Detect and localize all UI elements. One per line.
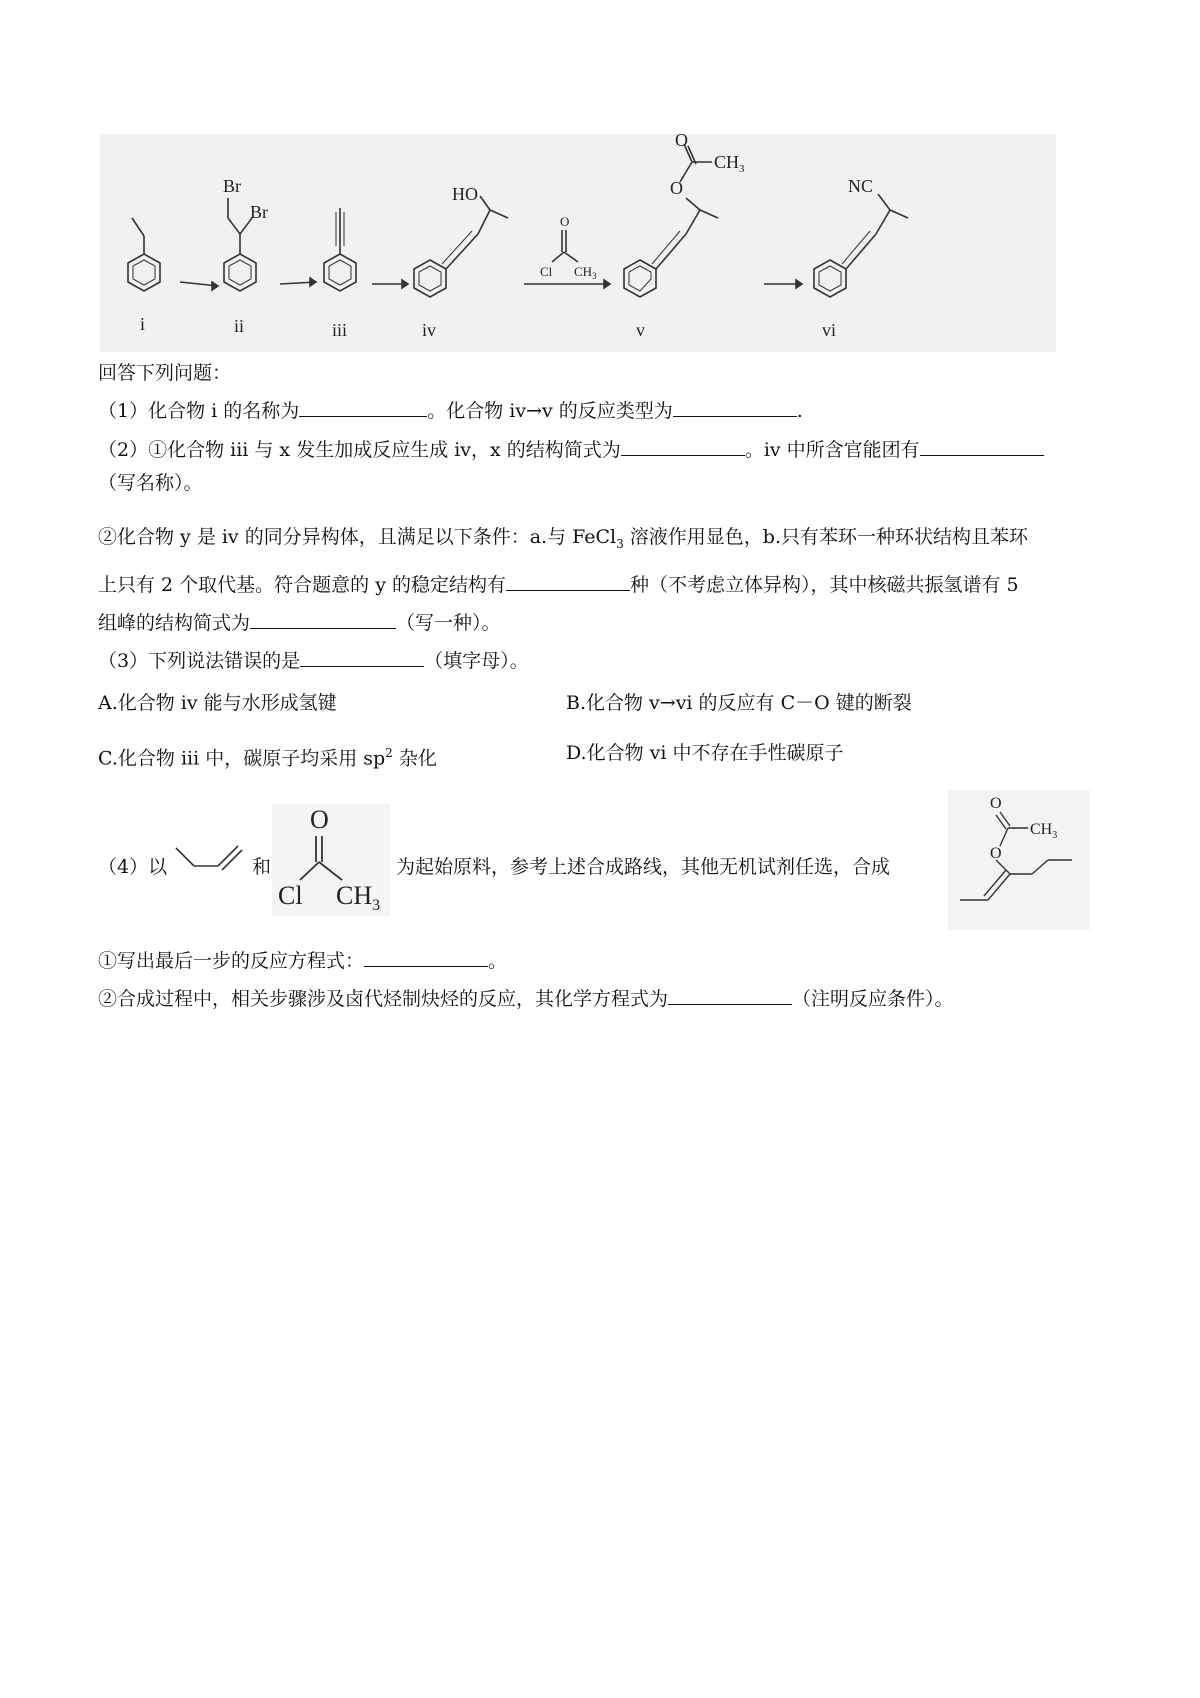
q2-line5-a: 组峰的结构简式为	[98, 612, 251, 634]
label-iv: iv	[422, 320, 437, 340]
q2-line1-a: （2）①化合物 iii 与 x 发生加成反应生成 iv，x 的结构简式为	[98, 439, 621, 461]
q4-sub1-b: 。	[488, 950, 508, 972]
q2-sub2-a: ②化合物 y 是 iv 的同分异构体，且满足以下条件：a.与 FeCl	[98, 526, 617, 548]
q4-sub-2	[98, 986, 954, 1012]
q1-part1: （1）化合物 i 的名称为	[98, 400, 300, 422]
q2-blank-x[interactable]	[621, 437, 745, 456]
q3-option-b: B.化合物 v→vi 的反应有 C－O 键的断裂	[566, 692, 912, 714]
q2-blank-functional-groups[interactable]	[920, 437, 1044, 456]
q4-target-o1: O	[990, 795, 1002, 812]
q4-acetyl-o: O	[310, 805, 329, 834]
q3-option-d: D.化合物 vi 中不存在手性碳原子	[566, 742, 844, 764]
q4-text-2: 和	[252, 856, 272, 878]
q4-target-ch3: $CH_3$	[1030, 821, 1058, 841]
q2-line5-b: （写一种）。	[396, 612, 501, 634]
q1-part3: .	[796, 400, 803, 422]
q3-stem-a: （3）下列说法错误的是	[98, 650, 301, 672]
atom-nc: NC	[848, 176, 874, 196]
q2-sub2-b: 溶液作用显色，b.只有苯环一种环状结构且苯环	[623, 526, 1029, 548]
q1-part2: 。化合物 iv→v 的反应类型为	[427, 400, 673, 422]
question-3-stem	[98, 648, 529, 674]
q4-acetyl-ch3: $CH_3$	[336, 881, 381, 914]
atom-br-1: Br	[223, 176, 241, 196]
q3-option-c	[98, 740, 437, 771]
q4-blank-equation[interactable]	[364, 948, 488, 967]
q2-sub2-subscript: 3	[616, 536, 624, 551]
q2-blank-count[interactable]	[506, 572, 630, 591]
q2-blank-structure[interactable]	[250, 610, 396, 629]
atom-o-ester: O	[670, 178, 683, 198]
q4-alkene-structure	[172, 838, 248, 882]
q4-target-structure	[948, 790, 1090, 930]
intro-text: 回答下列问题：	[98, 362, 232, 384]
q4-text-1: （4）以	[98, 856, 168, 878]
question-2-line-2: （写名称）。	[98, 472, 203, 494]
q3-option-a: A.化合物 iv 能与水形成氢键	[98, 692, 337, 714]
atom-ho: HO	[452, 184, 478, 204]
question-2-line-1	[98, 437, 1044, 463]
label-iii: iii	[332, 320, 348, 340]
q3-option-c-sup: 2	[385, 746, 393, 760]
q4-sub2-a: ②合成过程中，相关步骤涉及卤代烃制炔烃的反应，其化学方程式为	[98, 988, 669, 1010]
q4-target-o2: O	[990, 845, 1002, 862]
q3-stem-b: （填字母）。	[424, 650, 529, 672]
q4-acetyl-cl: Cl	[278, 881, 303, 910]
question-2-line-4	[98, 572, 1019, 598]
reagent-atom-ch3: $CH_3$	[574, 264, 597, 281]
q1-blank-1[interactable]	[299, 398, 427, 417]
atom-o-carbonyl: O	[675, 134, 688, 150]
atom-br-2: Br	[250, 202, 268, 222]
label-v: v	[636, 320, 645, 340]
q2-line1-b: 。iv 中所含官能团有	[744, 439, 920, 461]
reagent-atom-cl: Cl	[540, 264, 553, 279]
q4-text-3: 为起始原料，参考上述合成路线，其他无机试剂任选，合成	[396, 856, 891, 878]
q4-acetyl-chloride-structure	[272, 804, 390, 916]
label-vi: vi	[822, 320, 837, 340]
label-i: i	[140, 314, 146, 334]
q3-option-c-a: C.化合物 iii 中，碳原子均采用 sp	[98, 747, 386, 770]
question-1	[98, 398, 803, 424]
reaction-scheme	[100, 134, 1056, 352]
question-2-line-5	[98, 610, 501, 636]
q3-blank[interactable]	[300, 648, 424, 667]
atom-ch3: $CH_3$	[714, 152, 745, 175]
q1-blank-2[interactable]	[673, 398, 797, 417]
q4-sub-1	[98, 948, 507, 974]
q3-option-c-b: 杂化	[392, 747, 437, 770]
q2-line4-b: 种（不考虑立体异构），其中核磁共振氢谱有 5	[629, 574, 1019, 596]
q2-line4-a: 上只有 2 个取代基。符合题意的 y 的稳定结构有	[98, 574, 506, 596]
q4-blank-alkyne-equation[interactable]	[668, 986, 792, 1005]
q4-sub1-a: ①写出最后一步的反应方程式：	[98, 950, 365, 972]
reagent-atom-o: O	[560, 214, 570, 229]
question-2-sub-2	[98, 524, 1028, 557]
label-ii: ii	[234, 316, 245, 336]
q4-sub2-b: （注明反应条件）。	[792, 988, 954, 1010]
